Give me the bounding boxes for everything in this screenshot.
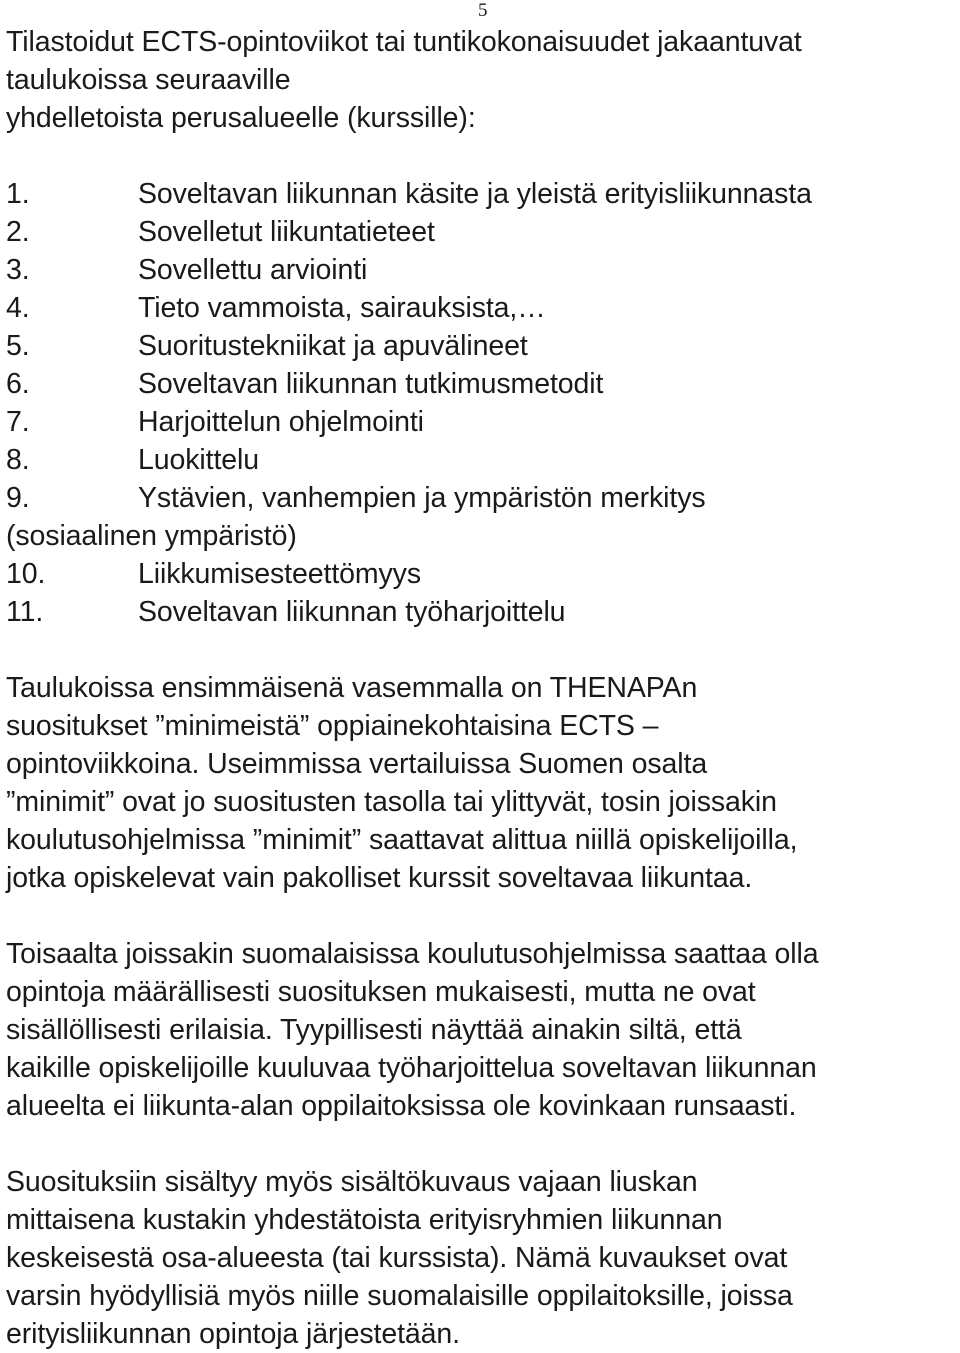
list-item — [6, 251, 956, 289]
list-label: Luokittelu — [138, 444, 260, 476]
paragraph-content-descriptions: Suosituksiin sisältyy myös sisältökuvaus vajaan liuskan mittaisena kustakin yhdestätoista erityisryhmien liikunnan keskeisestä osa-alueesta (tai kurssista). Nämä kuvaukset ovat varsin hyödyllisiä myös niille suomalaisille oppilaitoksille, joissa erityisliikunnan opintoja järjestetään. — [6, 1166, 793, 1350]
list-item — [6, 479, 956, 517]
list-number: 7. — [6, 406, 30, 438]
page-number: 5 — [478, 0, 488, 21]
list-number: 2. — [6, 216, 30, 248]
spacer — [6, 631, 956, 669]
list-number: 8. — [6, 444, 30, 476]
list-item — [6, 365, 956, 403]
intro-paragraph: Tilastoidut ECTS-opintoviikot tai tuntikokonaisuudet jakaantuvat taulukoissa seuraaville yhdelletoista perusalueelle (kurssille): — [6, 26, 802, 134]
list-label: Soveltavan liikunnan käsite ja yleistä erityisliikunnasta — [138, 178, 812, 210]
list-item — [6, 213, 956, 251]
list-label: Soveltavan liikunnan työharjoittelu — [138, 596, 566, 628]
spacer — [6, 137, 956, 175]
list-item — [6, 593, 956, 631]
list-label: Suoritustekniikat ja apuvälineet — [138, 330, 528, 362]
list-item — [6, 327, 956, 365]
list-label: Ystävien, vanhempien ja ympäristön merkitys — [138, 482, 706, 514]
list-label: Tieto vammoista, sairauksista,… — [138, 292, 546, 324]
list-label: Liikkumisesteettömyys — [138, 558, 421, 590]
list-number: 10. — [6, 558, 46, 590]
list-label: Soveltavan liikunnan tutkimusmetodit — [138, 368, 604, 400]
list-label: Sovelletut liikuntatieteet — [138, 216, 435, 248]
list-number: 1. — [6, 178, 30, 210]
spacer — [6, 897, 956, 935]
list-number: 11. — [6, 596, 44, 628]
list-item — [6, 441, 956, 479]
list-number: 5. — [6, 330, 30, 362]
list-item — [6, 175, 956, 213]
spacer — [6, 1125, 956, 1163]
list-label: Sovellettu arviointi — [138, 254, 368, 286]
paragraph-programmes: Toisaalta joissakin suomalaisissa koulutusohjelmissa saattaa olla opintoja määrällisesti suosituksen mukaisesti, mutta ne ovat sisällöllisesti erilaisia. Tyypillisesti näyttää ainakin siltä, että kaikille opiskelijoille kuuluvaa työharjoittelua soveltavan liikunnan alueelta ei liikunta-alan oppilaitoksissa ole kovinkaan runsaasti. — [6, 938, 819, 1122]
list-number: 9. — [6, 482, 30, 514]
list-item-continuation — [6, 517, 956, 555]
topic-list — [6, 175, 956, 631]
list-item — [6, 289, 956, 327]
list-item — [6, 555, 956, 593]
paragraph-recommendations: Taulukoissa ensimmäisenä vasemmalla on THENAPAn suositukset ”minimeistä” oppiainekohtaisina ECTS – opintoviikkoina. Useimmissa vertailuissa Suomen osalta ”minimit” ovat jo suositusten tasolla tai ylittyvät, tosin joissakin koulutusohjelmissa ”minimit” saattavat alittua niillä opiskelijoilla, jotka opiskelevat vain pakolliset kurssit soveltavaa liikuntaa. — [6, 672, 798, 894]
list-number: 6. — [6, 368, 30, 400]
list-number: 4. — [6, 292, 30, 324]
list-label: Harjoittelun ohjelmointi — [138, 406, 424, 438]
list-item — [6, 403, 956, 441]
list-continuation-text: (sosiaalinen ympäristö) — [6, 520, 297, 552]
document-body — [6, 23, 956, 1353]
list-number: 3. — [6, 254, 30, 286]
